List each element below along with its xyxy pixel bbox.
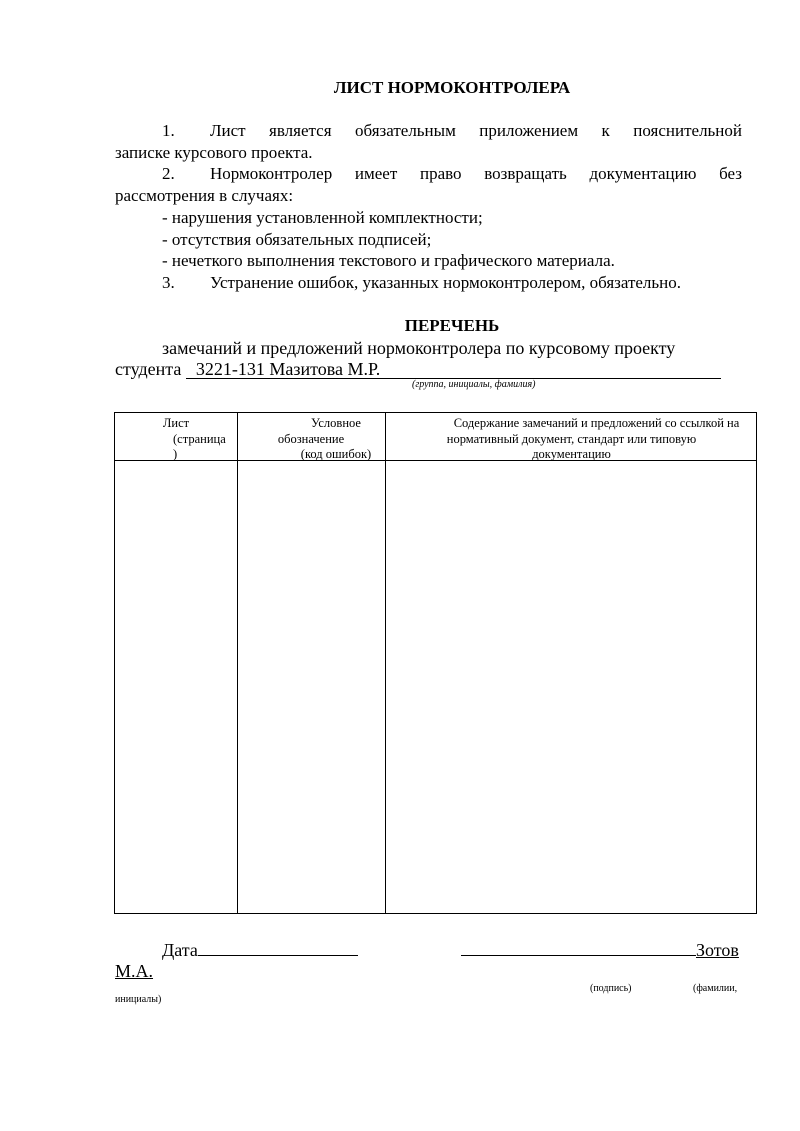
signature-name-part2: М.А. bbox=[115, 961, 154, 981]
table-header-content: Содержание замечаний и предложений со ссылкой на нормативный документ, стандарт или типовую документацию bbox=[446, 416, 740, 461]
signature-line bbox=[461, 939, 739, 961]
item-2-number: 2. bbox=[162, 164, 175, 183]
item-2-text-line1: Нормоконтролер имеет право возвращать документацию без bbox=[210, 164, 742, 183]
name-caption-part1: (фамилии, bbox=[693, 983, 738, 994]
signature-caption: (подпись) bbox=[590, 983, 632, 994]
list-title: ПЕРЕЧЕНЬ bbox=[404, 316, 500, 335]
student-value: 3221-131 Мазитова М.Р. bbox=[195, 359, 381, 379]
case-2: - отсутствия обязательных подписей; bbox=[162, 230, 432, 249]
item-2 bbox=[115, 163, 742, 206]
document-title: ЛИСТ НОРМОКОНТРОЛЕРА bbox=[333, 78, 571, 97]
student-value-field bbox=[186, 360, 721, 379]
remarks-table bbox=[114, 412, 757, 914]
case-3: - нечеткого выполнения текстового и графического материала. bbox=[162, 251, 615, 270]
student-caption: (группа, инициалы, фамилия) bbox=[412, 379, 536, 390]
item-1-text-line2: записке курсового проекта. bbox=[115, 142, 313, 162]
list-subtitle: замечаний и предложений нормоконтролера по курсовому проекту bbox=[162, 338, 676, 358]
table-col-divider-2 bbox=[385, 413, 386, 913]
name-caption-part2: инициалы) bbox=[115, 994, 162, 1005]
student-line bbox=[115, 359, 721, 380]
item-3-text: Устранение ошибок, указанных нормоконтролером, обязательно. bbox=[210, 273, 682, 292]
signature-name-part1: Зотов bbox=[696, 940, 739, 960]
date-field bbox=[198, 939, 358, 956]
item-1-number: 1. bbox=[162, 121, 175, 140]
table-header-code: Условное обозначение (код ошибок) bbox=[277, 416, 372, 461]
item-1 bbox=[115, 120, 742, 163]
item-2-text-line2: рассмотрения в случаях: bbox=[115, 185, 294, 205]
item-1-text-line1: Лист является обязательным приложением к пояснительной bbox=[210, 121, 742, 140]
item-3 bbox=[162, 272, 681, 294]
student-label: студента bbox=[115, 359, 182, 379]
date-label: Дата bbox=[162, 940, 198, 960]
date-line bbox=[162, 939, 358, 961]
table-col-divider-1 bbox=[237, 413, 238, 913]
case-1: - нарушения установленной комплектности; bbox=[162, 208, 483, 227]
item-3-number: 3. bbox=[162, 273, 175, 292]
table-header-sheet: Лист (страница ) bbox=[162, 416, 226, 461]
signature-field bbox=[461, 939, 696, 956]
